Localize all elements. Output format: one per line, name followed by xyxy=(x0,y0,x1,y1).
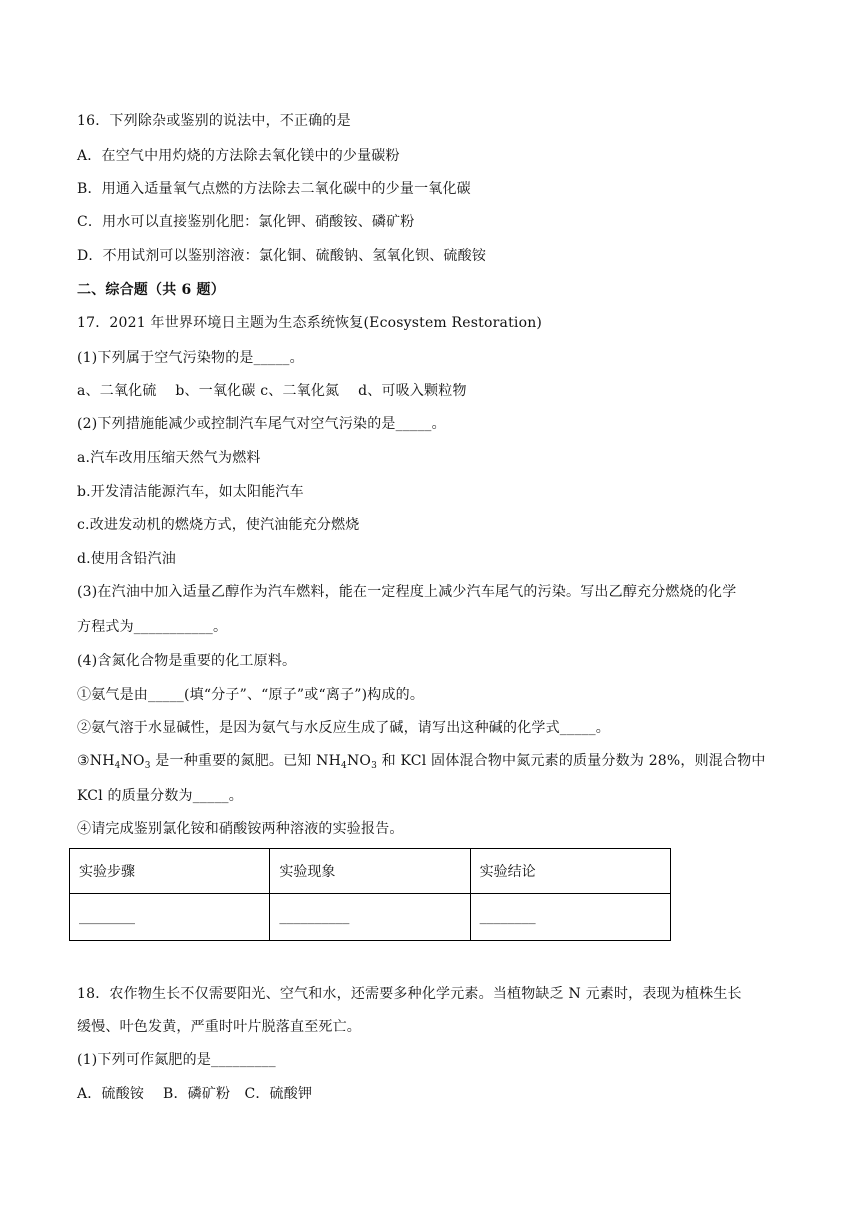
q17-part2: (2)下列措施能减少或控制汽车尾气对空气污染的是_____。 xyxy=(77,416,446,432)
q16-option-c: C．用水可以直接鉴别化肥：氯化钾、硝酸铵、磷矿粉 xyxy=(77,214,415,230)
q17-part4-3-line2: KCl 的质量分数为_____。 xyxy=(77,788,243,804)
table-header-cell: 实验步骤 xyxy=(70,849,270,894)
q17-part2-option-c: c.改进发动机的燃烧方式，使汽油能充分燃烧 xyxy=(77,517,360,533)
q17-part2-option-b: b.开发清洁能源汽车，如太阳能汽车 xyxy=(77,484,304,500)
q17-part3-line2: 方程式为___________。 xyxy=(77,619,228,635)
table-header-cell: 实验结论 xyxy=(470,849,670,894)
table-cell: ________ xyxy=(470,894,670,941)
table-header-cell: 实验现象 xyxy=(270,849,470,894)
table-header-row xyxy=(70,849,671,894)
experiment-report-table xyxy=(69,848,671,941)
section-heading: 二、综合题（共 6 题） xyxy=(77,282,225,298)
table-cell: ________ xyxy=(70,894,270,941)
q17-part1-options: a、二氧化硫 b、一氧化碳 c、二氧化氮 d、可吸入颗粒物 xyxy=(77,383,467,399)
q17-part4-2: ②氨气溶于水显碱性，是因为氨气与水反应生成了碱，请写出这种碱的化学式_____。 xyxy=(77,720,610,736)
q18-stem-line2: 缓慢、叶色发黄，严重时叶片脱落直至死亡。 xyxy=(77,1019,361,1035)
q18-stem-line1: 18．农作物生长不仅需要阳光、空气和水，还需要多种化学元素。当植物缺乏 N 元素时，表现为植株生长 xyxy=(77,986,742,1002)
q16-option-b: B．用通入适量氧气点燃的方法除去二氧化碳中的少量一氧化碳 xyxy=(77,181,471,197)
q18-part1-options: A．硫酸铵 B．磷矿粉 C．硫酸钾 xyxy=(77,1086,313,1102)
q17-part2-option-d: d.使用含铅汽油 xyxy=(77,551,177,567)
q17-part3-line1: (3)在汽油中加入适量乙醇作为汽车燃料，能在一定程度上减少汽车尾气的污染。写出乙醇充分燃烧的化学 xyxy=(77,584,737,600)
table-row xyxy=(70,894,671,941)
table-cell: __________ xyxy=(270,894,470,941)
q17-part4-1: ①氨气是由_____(填“分子”、“原子”或“离子”)构成的。 xyxy=(77,687,425,703)
q17-part1: (1)下列属于空气污染物的是_____。 xyxy=(77,350,304,366)
q16-option-a: A．在空气中用灼烧的方法除去氧化镁中的少量碳粉 xyxy=(77,148,400,164)
q17-stem: 17．2021 年世界环境日主题为生态系统恢复(Ecosystem Restoration) xyxy=(77,315,543,331)
q17-part4: (4)含氮化合物是重要的化工原料。 xyxy=(77,653,297,669)
q17-part4-3-line1: $③NH_4NO_3$ 是一种重要的氮肥。已知 $NH_4NO_3$ 和 KCl 固体混合物中氮元素的质量分数为 28%，则混合物中 xyxy=(77,753,766,771)
q17-part2-option-a: a.汽车改用压缩天然气为燃料 xyxy=(77,450,261,466)
q16-stem: 16．下列除杂或鉴别的说法中，不正确的是 xyxy=(77,113,351,129)
q16-option-d: D．不用试剂可以鉴别溶液：氯化铜、硫酸钠、氢氧化钡、硫酸铵 xyxy=(77,248,487,264)
q18-part1: (1)下列可作氮肥的是_________ xyxy=(77,1052,276,1068)
q17-part4-4: ④请完成鉴别氯化铵和硝酸铵两种溶液的实验报告。 xyxy=(77,821,404,837)
